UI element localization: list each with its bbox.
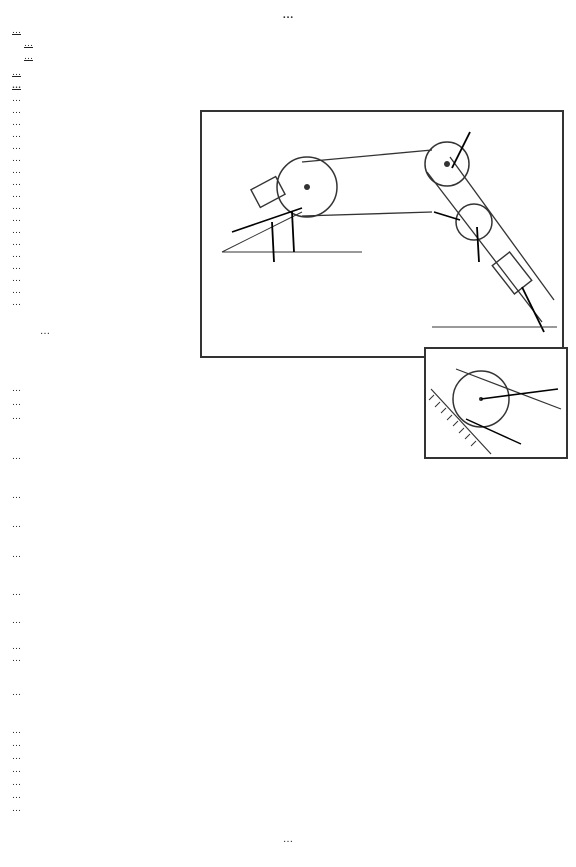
body-line: … xyxy=(12,738,21,748)
given-line-1: … xyxy=(12,25,21,35)
body-line: … xyxy=(12,803,21,813)
mechanism-diagram xyxy=(200,110,564,358)
intro-line: … xyxy=(12,141,21,151)
intro-line: … xyxy=(12,297,21,307)
intro-line: … xyxy=(12,261,21,271)
given-line-3: … xyxy=(24,51,33,61)
body-line: … xyxy=(12,383,21,393)
intro-line: … xyxy=(12,273,21,283)
body-line: … xyxy=(12,549,21,559)
intro-line: … xyxy=(12,153,21,163)
intro-line: … xyxy=(12,225,21,235)
inset-diagram xyxy=(424,347,568,459)
body-line: … xyxy=(12,411,21,421)
intro-line: … xyxy=(12,117,21,127)
inset-drawing xyxy=(426,349,566,457)
intro-line: … xyxy=(12,105,21,115)
intro-line: … xyxy=(12,177,21,187)
body-line: … xyxy=(12,641,21,651)
body-line: … xyxy=(12,751,21,761)
intro-line: … xyxy=(12,285,21,295)
mechanism-drawing xyxy=(202,112,562,356)
intro-line: … xyxy=(12,201,21,211)
find-line: … xyxy=(12,67,21,77)
page-title: … xyxy=(282,9,294,21)
solution-intro-column xyxy=(12,92,192,308)
formula-1: … xyxy=(40,326,50,337)
body-line: … xyxy=(12,725,21,735)
body-line: … xyxy=(12,764,21,774)
given-line-2: … xyxy=(24,38,33,48)
footer-url: … xyxy=(283,834,293,845)
body-line: … xyxy=(12,451,21,461)
intro-line: … xyxy=(12,249,21,259)
body-line: … xyxy=(12,615,21,625)
body-line: … xyxy=(12,653,21,663)
body-line: … xyxy=(12,397,21,407)
intro-line: … xyxy=(12,213,21,223)
body-line: … xyxy=(12,687,21,697)
body-line: … xyxy=(12,490,21,500)
body-line: … xyxy=(12,587,21,597)
body-line: … xyxy=(12,519,21,529)
intro-line: … xyxy=(12,165,21,175)
intro-line: … xyxy=(12,189,21,199)
body-line: … xyxy=(12,790,21,800)
intro-line: … xyxy=(12,93,21,103)
intro-line: … xyxy=(12,237,21,247)
intro-line: … xyxy=(12,129,21,139)
body-line: … xyxy=(12,777,21,787)
solution-heading: … xyxy=(12,80,21,90)
